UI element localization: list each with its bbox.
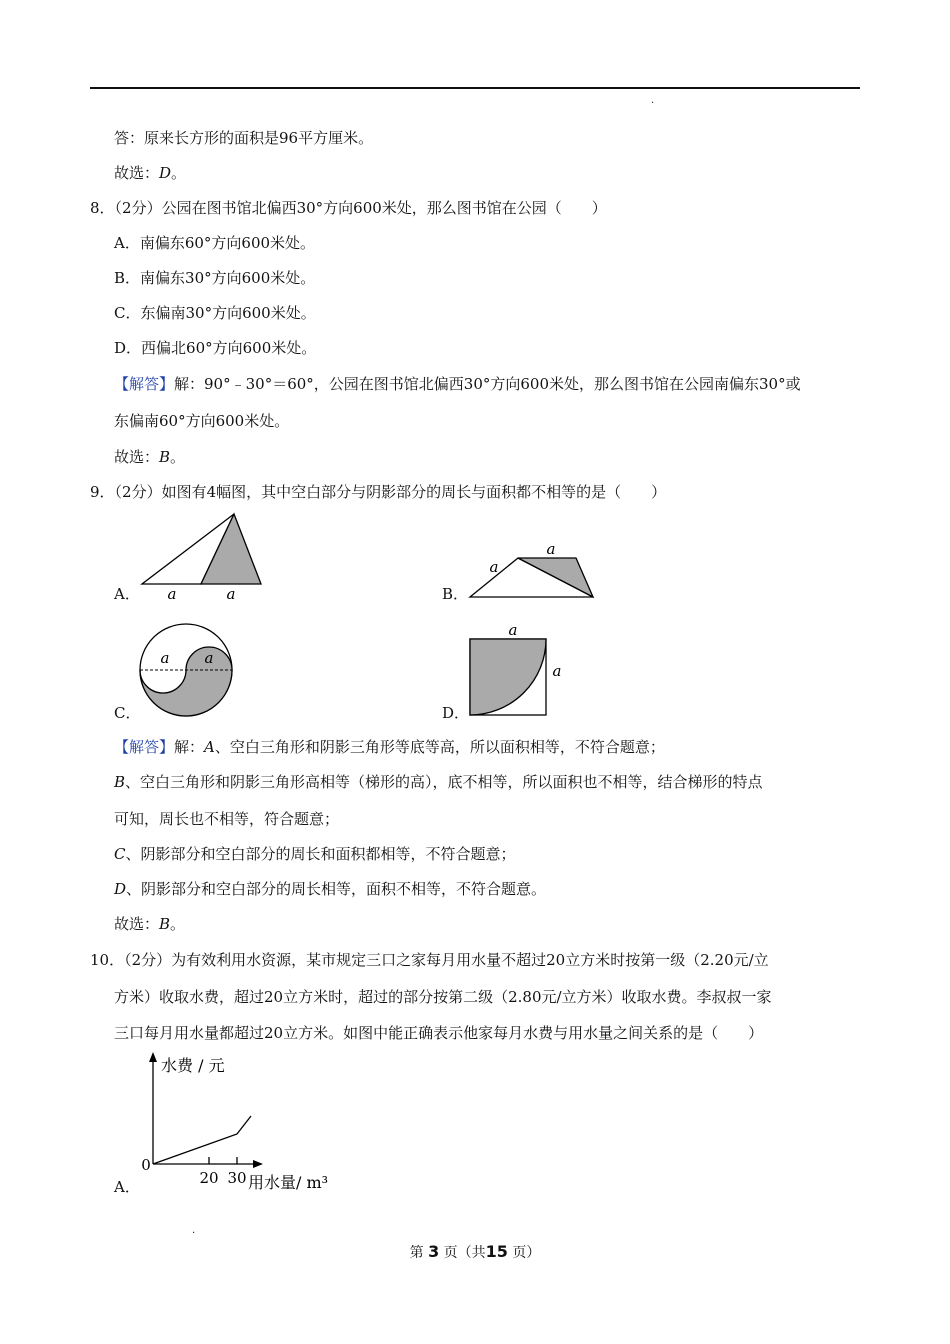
- solution-tag: 【解答】: [114, 375, 175, 393]
- figure-b: [469, 542, 599, 602]
- q10-line-2: 方米）收取水费，超过20立方米时，超过的部分按第二级（2.80元/立方米）收取水费。李叔叔一家: [114, 988, 772, 1006]
- chart-xlabel: 用水量/ m³: [248, 1173, 329, 1192]
- q9-label-d: D．: [442, 704, 470, 722]
- header-dot: .: [651, 95, 655, 106]
- page-total: 15: [485, 1242, 508, 1261]
- q9-label-a: A．: [114, 585, 140, 603]
- figure-c-var-right: a: [204, 649, 214, 667]
- q9-solution-d: D、阴影部分和空白部分的周长相等，面积不相等，不符合题意。: [114, 880, 547, 898]
- chart-x-arrow: [253, 1160, 263, 1168]
- q8-option-b: B．南偏东30°方向600米处。: [114, 269, 316, 287]
- q8-option-c: C．东偏南30°方向600米处。: [114, 304, 316, 322]
- q8-option-a: A．南偏东60°方向600米处。: [114, 234, 316, 252]
- q9-solution-c: C、阴影部分和空白部分的周长和面积都相等，不符合题意；: [114, 845, 516, 863]
- figure-b-var-top: a: [546, 540, 556, 558]
- q9-choice: 故选：B。: [114, 915, 186, 933]
- figure-b-var-side: a: [489, 558, 499, 576]
- q10-chart: [130, 1050, 350, 1200]
- q7-choice: 故选：D。: [114, 164, 187, 182]
- chart-series-line: [153, 1116, 251, 1164]
- figure-a-var-right: a: [226, 585, 236, 603]
- q10-line-1: 10．（2分）为有效利用水资源，某市规定三口之家每月用水量不超过20立方米时按第一级（2.20元/立: [90, 951, 769, 969]
- chart-ylabel: 水费 / 元: [161, 1056, 225, 1075]
- figure-d: [469, 620, 579, 720]
- q8-choice: 故选：B。: [114, 448, 186, 466]
- q9-stem: 9．（2分）如图有4幅图，其中空白部分与阴影部分的周长与面积都不相等的是（ ）: [90, 483, 667, 501]
- figure-a-var-left: a: [167, 585, 177, 603]
- figure-d-var-side: a: [552, 662, 562, 680]
- chart-x-tick-label-20: 20: [199, 1169, 219, 1187]
- q10-line-3: 三口每月用水量都超过20立方米。如图中能正确表示他家每月水费与用水量之间关系的是（ ）: [114, 1024, 764, 1042]
- q8-solution: 【解答】解：90°﹣30°＝60°，公园在图书馆北偏西30°方向600米处，那么图书馆在公园南偏东30°或: [114, 375, 801, 393]
- footer-dot: .: [192, 1225, 196, 1236]
- q9-solution-b-cont: 可知，周长也不相等，符合题意；: [114, 810, 340, 828]
- q9-label-b: B．: [442, 585, 469, 603]
- chart-origin: 0: [141, 1156, 151, 1174]
- q8-option-d: D．西偏北60°方向600米处。: [114, 339, 317, 357]
- figure-d-var-top: a: [508, 621, 518, 639]
- figure-a: [140, 512, 270, 602]
- page-number: 3: [428, 1242, 440, 1261]
- q9-solution-a: 【解答】解：A、空白三角形和阴影三角形等底等高，所以面积相等，不符合题意；: [114, 738, 665, 756]
- chart-y-arrow: [149, 1052, 157, 1062]
- chart-x-tick-label-30: 30: [227, 1169, 247, 1187]
- q7-answer: 答：原来长方形的面积是96平方厘米。: [114, 129, 374, 147]
- q8-solution-cont: 东偏南60°方向600米处。: [114, 412, 290, 430]
- q10-option-a: A．: [114, 1178, 140, 1196]
- page-footer: 第 3 页（共15 页）: [409, 1242, 541, 1261]
- q9-solution-b: B、空白三角形和阴影三角形高相等（梯形的高），底不相等，所以面积也不相等，结合梯形的特点: [114, 773, 763, 791]
- header-rule: [90, 87, 860, 89]
- q9-label-c: C．: [114, 704, 141, 722]
- figure-c-var-left: a: [160, 649, 170, 667]
- q8-stem: 8．（2分）公园在图书馆北偏西30°方向600米处，那么图书馆在公园（ ）: [90, 199, 607, 217]
- figure-c: [138, 622, 238, 722]
